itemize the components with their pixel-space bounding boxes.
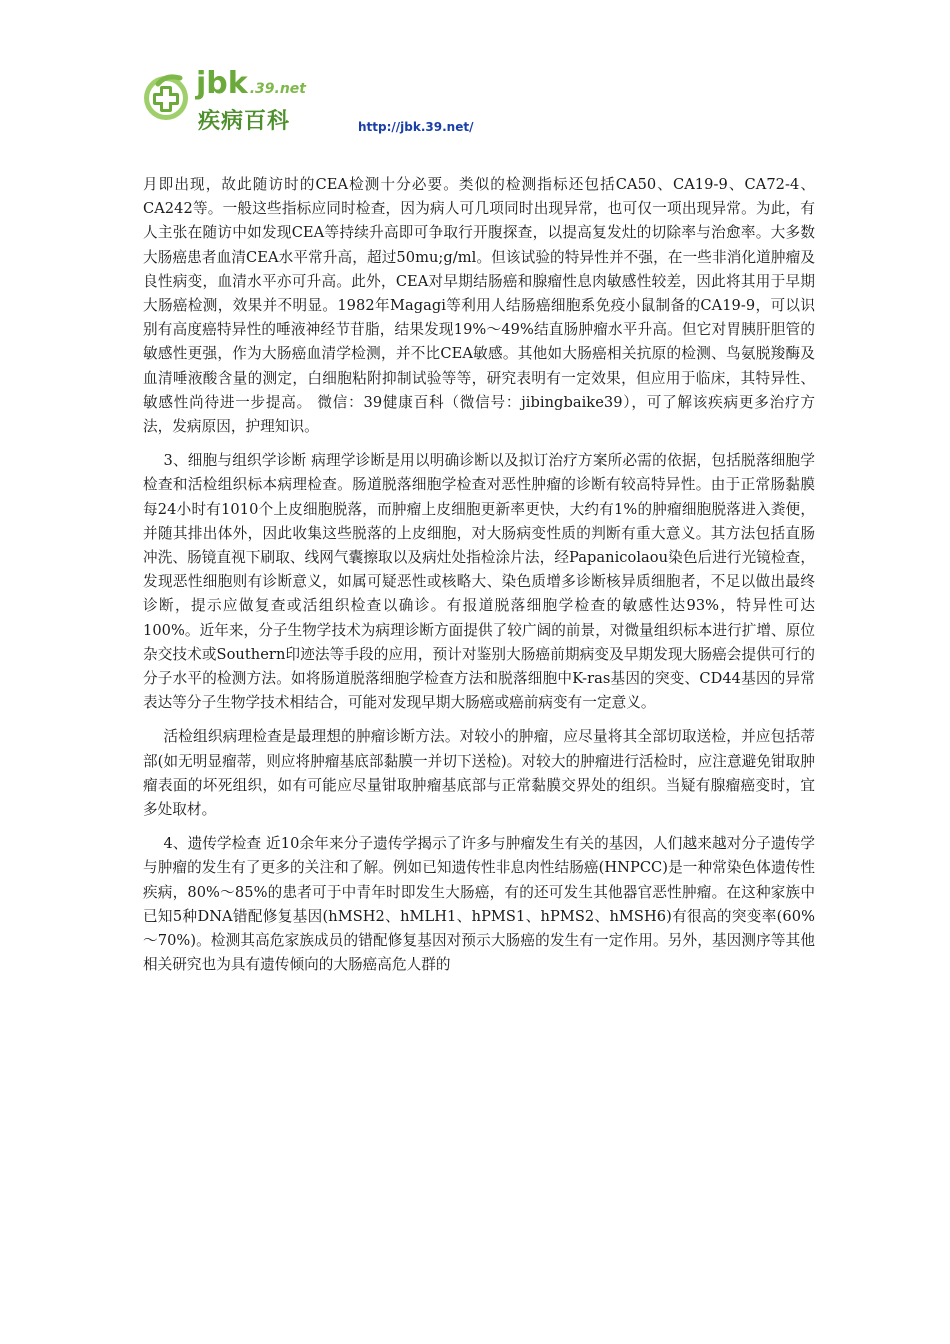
brand-chinese-name: 疾病百科 [198,109,291,134]
paragraph-cytology-diagnosis: 3、细胞与组织学诊断 病理学诊断是用以明确诊断以及拟订治疗方案所必需的依据，包括脱落细胞学检查和活检组织标本病理检查。肠道脱落细胞学检查对恶性肿瘤的诊断有较高特异性。由于正常肠黏膜每24小时有1010个上皮细胞脱落，而肿瘤上皮细胞更新率更快，大约有1%的肿瘤细胞脱落进入粪便，并随其排出体外，因此收集这些脱落的上皮细胞，对大肠病变性质的判断有重大意义。其方法包括直肠冲洗、肠镜直视下刷取、线网气囊擦取以及病灶处指检涂片法，经Papanicolaou染色后进行光镜检查，发现恶性细胞则有诊断意义，如属可疑恶性或核略大、染色质增多诊断核异质细胞者，不足以做出最终诊断，提示应做复查或活组织检查以确诊。有报道脱落细胞学检查的敏感性达93%，特异性可达100%。近年来，分子生物学技术为病理诊断方面提供了较广阔的前景，对微量组织标本进行扩增、原位杂交技术或Southern印迹法等手段的应用，预计对鉴别大肠癌前期病变及早期发现大肠癌会提供可行的分子水平的检测方法。如将肠道脱落细胞学检查方法和脱落细胞中K-ras基因的突变、CD44基因的异常表达等分子生物学技术相结合，可能对发现早期大肠癌或癌前病变有一定意义。 [143,452,815,712]
brand-latin: jbk [196,66,248,101]
page-header [140,60,560,140]
cross-logo-icon [140,64,196,128]
paragraph-genetic-testing: 4、遗传学检查 近10余年来分子遗传学揭示了许多与肿瘤发生有关的基因，人们越来越对分子遗传学与肿瘤的发生有了更多的关注和了解。例如已知遗传性非息肉性结肠癌(HNPCC)是一种常染色体遗传性疾病，80%～85%的患者可于中青年时即发生大肠癌，有的还可发生其他器官恶性肿瘤。在这种家族中已知5种DNA错配修复基因(hMSH2、hMLH1、hPMS1、hPMS2、hMSH6)有很高的突变率(60%～70%)。检测其高危家族成员的错配修复基因对预示大肠癌的发生有一定作用。另外，基因测序等其他相关研究也为具有遗传倾向的大肠癌高危人群的 [143,835,815,974]
article-body [143,173,815,988]
site-logo[interactable] [140,64,320,136]
brand-suffix: .39.net [249,81,306,97]
paragraph-tumor-markers: 月即出现，故此随访时的CEA检测十分必要。类似的检测指标还包括CA50、CA19-9、CA72-4、CA242等。一般这些指标应同时检查，因为病人可几项同时出现异常，也可仅一项出现异常。为此，有人主张在随访中如发现CEA等持续升高即可争取行开腹探查，以提高复发灶的切除率与治愈率。大多数大肠癌患者血清CEA水平常升高，超过50mu;g/ml。但该试验的特异性并不强，在一些非消化道肿瘤及良性病变，血清水平亦可升高。此外，CEA对早期结肠癌和腺瘤性息肉敏感性较差，因此将其用于早期大肠癌检测，效果并不明显。1982年Magagi等利用人结肠癌细胞系免疫小鼠制备的CA19-9，可以识别有高度癌特异性的唾液神经节苷脂，结果发现19%～49%结直肠肿瘤水平升高。但它对胃胰肝胆管的敏感性更强，作为大肠癌血清学检测，并不比CEA敏感。其他如大肠癌相关抗原的检测、鸟氨脱羧酶及血清唾液酸含量的测定，白细胞粘附抑制试验等等，研究表明有一定效果，但应用于临床，其特异性、敏感性尚待进一步提高。 微信：39健康百科（微信号：jibingbaike39），可了解该疾病更多治疗方法，发病原因，护理知识。 [143,176,815,436]
site-url-link[interactable]: http://jbk.39.net/ [358,120,474,134]
paragraph-biopsy: 活检组织病理检查是最理想的肿瘤诊断方法。对较小的肿瘤，应尽量将其全部切取送检，并应包括蒂部(如无明显瘤蒂，则应将肿瘤基底部黏膜一并切下送检)。对较大的肿瘤进行活检时，应注意避免钳取肿瘤表面的坏死组织，如有可能应尽量钳取肿瘤基底部与正常黏膜交界处的组织。当疑有腺瘤癌变时，宜多处取材。 [143,728,815,819]
brand-name [196,66,306,101]
